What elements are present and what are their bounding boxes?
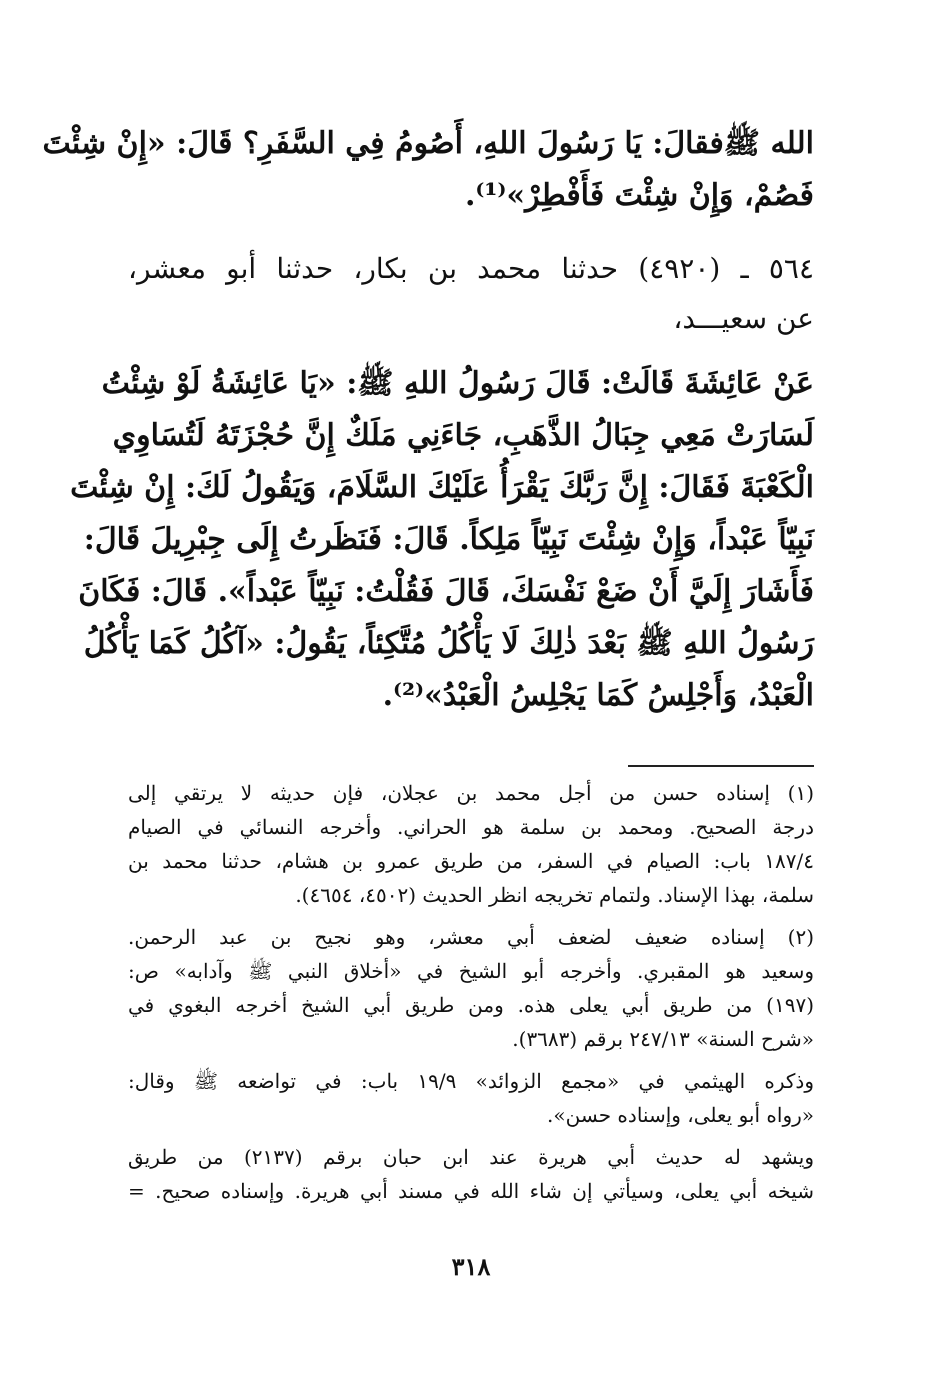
footnote-line: ويشهد له حديث أبي هريرة عند ابن حبان برقم (٢١٣٧) من طريق xyxy=(128,1145,814,1169)
footnote-line: «رواه أبو يعلى، وإسناده حسن». xyxy=(547,1103,814,1127)
main-text-line: فَصُمْ، وَإِنْ شِئْتَ فَأَفْطِرْ»⁽¹⁾. xyxy=(464,178,814,213)
footnote-line: وسعيد هو المقبري. وأخرجه أبو الشيخ في «أخلاق النبي ﷺ وآدابه» ص: xyxy=(128,959,814,983)
page-number: ٣١٨ xyxy=(451,1252,491,1281)
main-text-line: الْعَبْدُ، وَأَجْلِسُ كَمَا يَجْلِسُ الْعَبْدُ»⁽²⁾. xyxy=(382,678,814,713)
isnad-line: عن سعيـــد، xyxy=(673,302,814,335)
main-text-line: نَبِيّاً عَبْداً، وَإِنْ شِئْتَ نَبِيّاً مَلِكاً. قَالَ: فَنَظَرتُ إِلَى جِبْرِيلَ قَالَ: xyxy=(83,522,814,557)
footnote-line: (٢) إسناده ضعيف لضعف أبي معشر، وهو نجيح بن عبد الرحمن. xyxy=(128,925,814,949)
footnote-separator xyxy=(628,765,814,767)
main-text-line: فَأَشَارَ إِلَيَّ أَنْ ضَعْ نَفْسَكَ، قَالَ فَقُلْتُ: نَبِيّاً عَبْداً». قَالَ: فَكَانَ xyxy=(78,574,814,609)
isnad-line: ٥٦٤ ـ (٤٩٢٠) حدثنا محمد بن بكار، حدثنا أبو معشر، xyxy=(128,252,815,285)
main-text-line: لَسَارَتْ مَعِي جِبَالُ الذَّهَبِ، جَاءَنِي مَلَكٌ إِنَّ حُجْزَتَهُ لَتُسَاوِي xyxy=(112,418,814,453)
main-text-line: الْكَعْبَةَ فَقَالَ: إِنَّ رَبَّكَ يَقْرَأُ عَلَيْكَ السَّلَامَ، وَيَقُولُ لَكَ: إِنْ شِئْتَ xyxy=(70,470,814,505)
footnote-line: (١٩٧) من طريق أبي يعلى هذه. ومن طريق أبي الشيخ أخرجه البغوي في xyxy=(128,993,814,1017)
footnote-line: ١٨٧/٤ باب: الصيام في السفر، من طريق عمرو بن هشام، حدثنا محمد بن xyxy=(128,849,814,873)
footnote-line: وذكره الهيثمي في «مجمع الزوائد» ١٩/٩ باب: في تواضعه ﷺ وقال: xyxy=(128,1069,815,1093)
footnote-line: «شرح السنة» ٢٤٧/١٣ برقم (٣٦٨٣). xyxy=(512,1027,814,1051)
main-text-line: رَسُولُ اللهِ ﷺ بَعْدَ ذٰلِكَ لَا يَأْكُلُ مُتَّكِئاً، يَقُولُ: «آكُلُ كَمَا يَأْكُلُ xyxy=(83,626,814,661)
main-text-line: الله ﷺفقالَ: يَا رَسُولَ اللهِ، أَصُومُ فِي السَّفَرِ؟ قَالَ: «إِنْ شِئْتَ xyxy=(42,126,814,161)
footnote-line: (١) إسناده حسن من أجل محمد بن عجلان، فإن حديثه لا يرتقي إلى xyxy=(128,781,814,805)
footnote-line: درجة الصحيح. ومحمد بن سلمة هو الحراني. وأخرجه النسائي في الصيام xyxy=(128,815,814,839)
main-text-line: عَنْ عَائِشَةَ قَالَتْ: قَالَ رَسُولُ اللهِ ﷺ: «يَا عَائِشَةُ لَوْ شِئْتُ xyxy=(101,366,814,401)
footnote-line: سلمة، بهذا الإسناد. ولتمام تخريجه انظر الحديث (٤٥٠٢، ٤٦٥٤). xyxy=(295,883,814,907)
footnote-line: شيخه أبي يعلى، وسيأتي إن شاء الله في مسند أبي هريرة. وإسناده صحيح. = xyxy=(128,1179,814,1203)
